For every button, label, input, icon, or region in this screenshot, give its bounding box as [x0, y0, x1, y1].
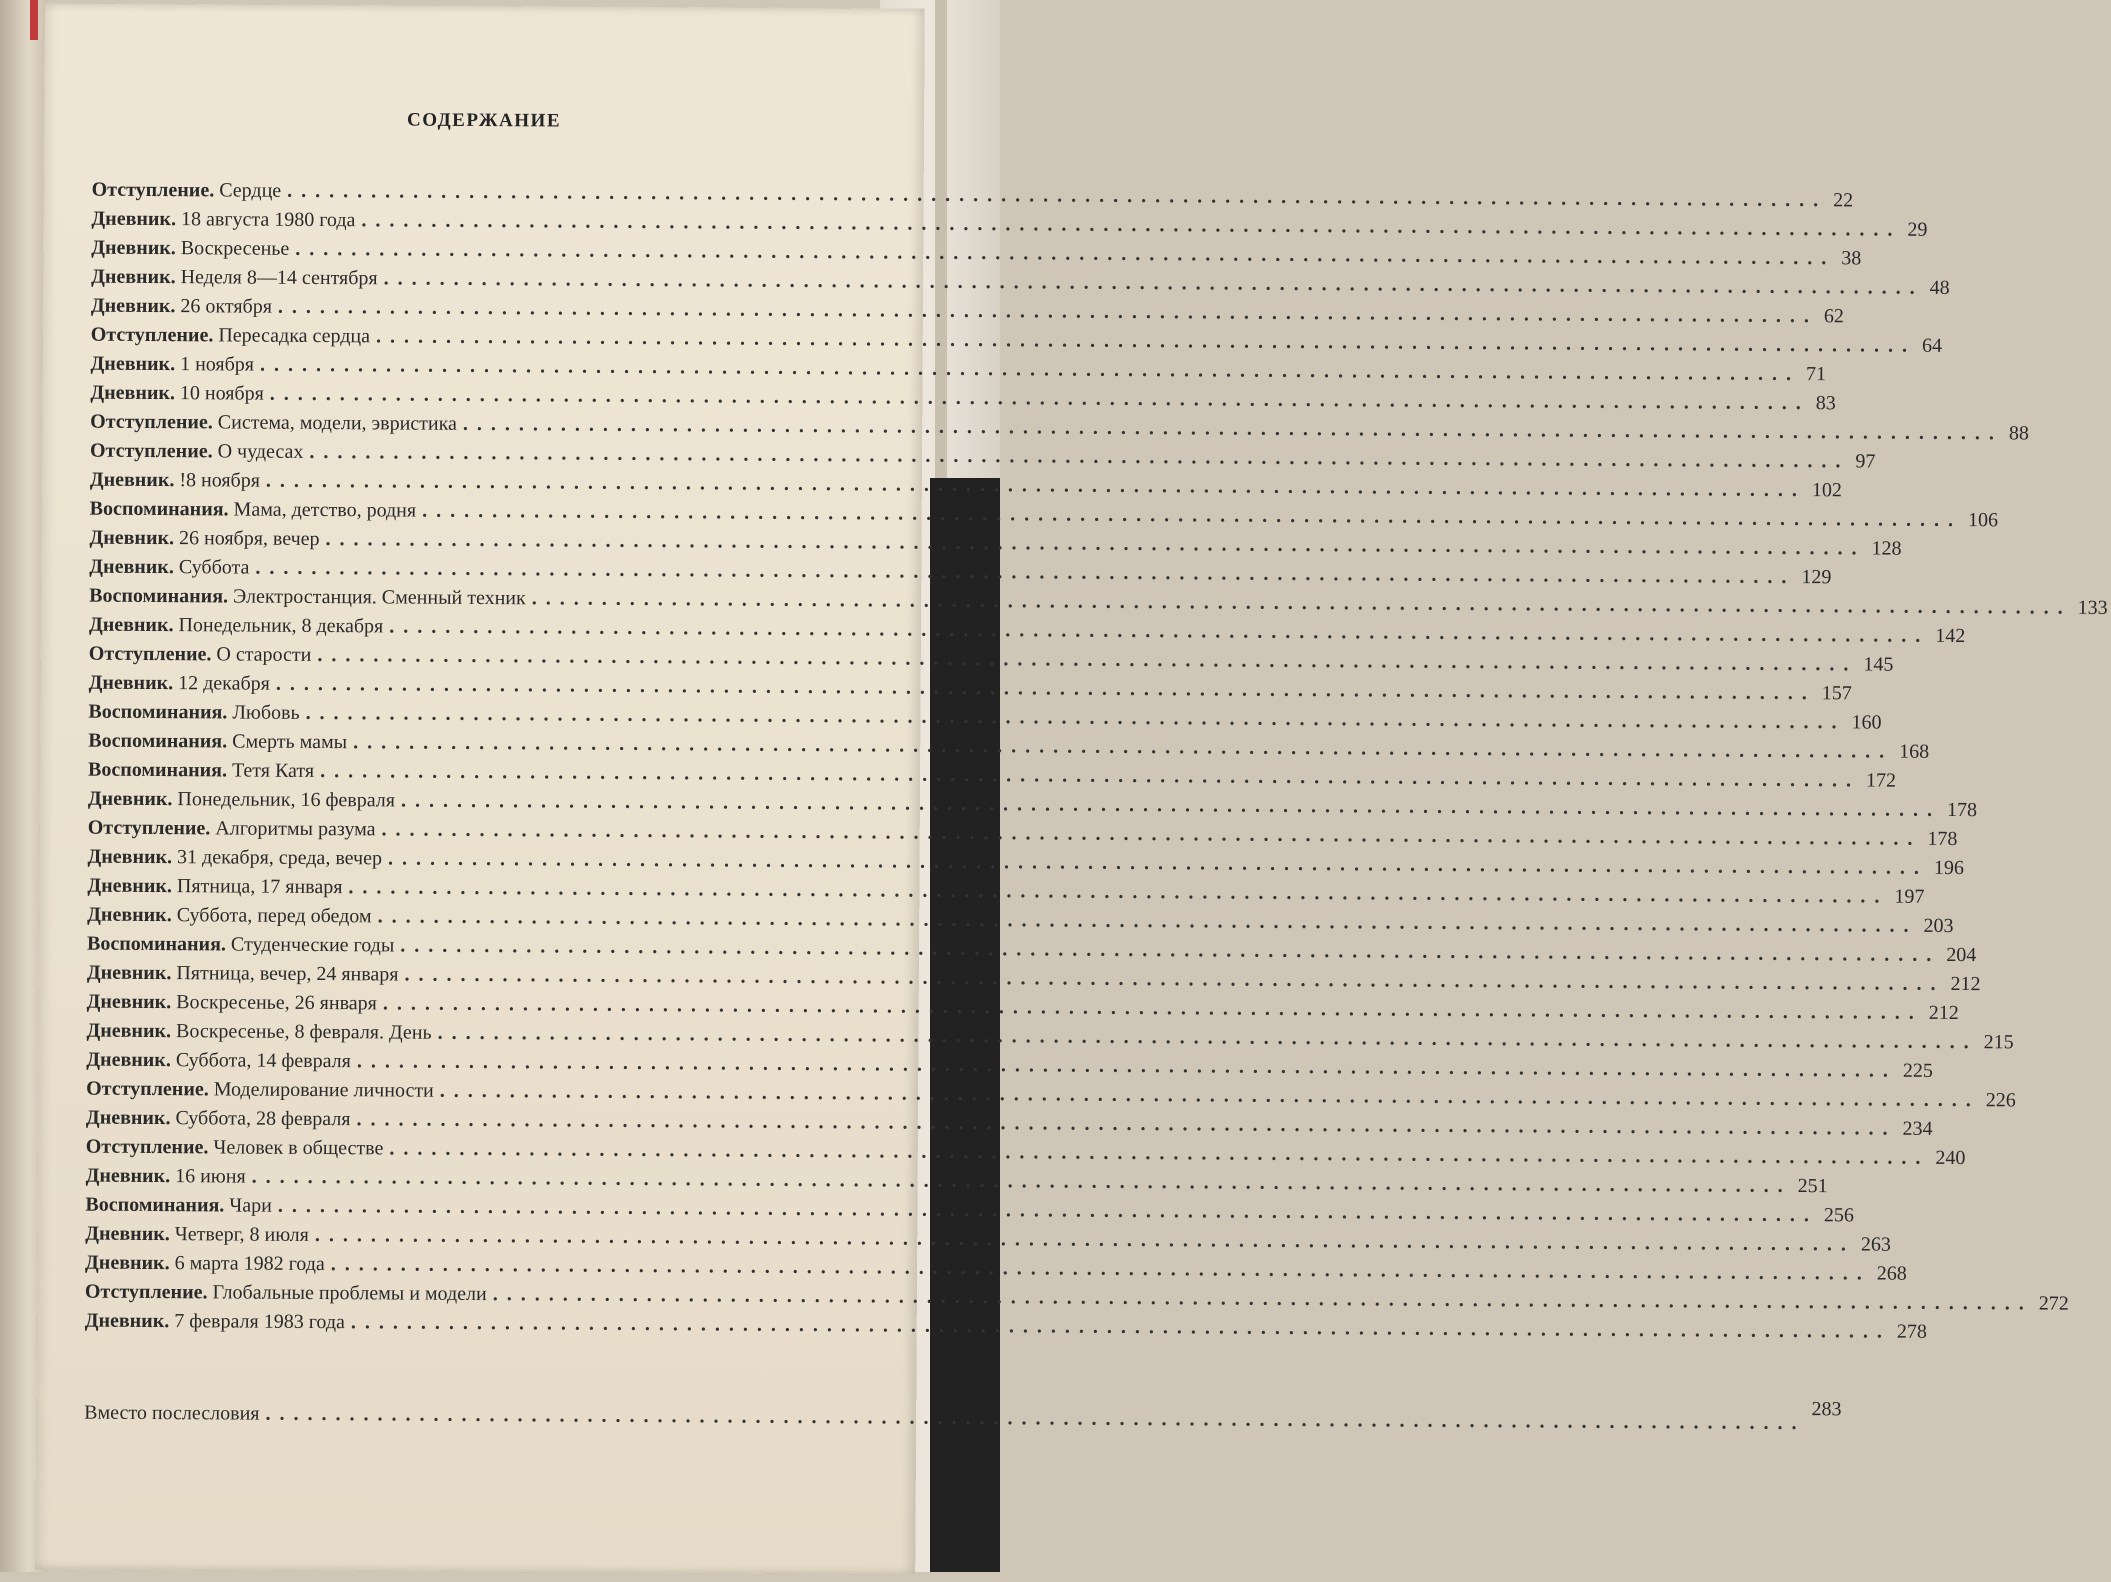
page-number: 88 — [2008, 422, 2029, 445]
entry-label — [85, 1220, 309, 1250]
entry-kind: Дневник. — [87, 845, 173, 869]
entry-label — [86, 1046, 351, 1077]
dot-leader: .............................................................................................................. — [531, 587, 2072, 619]
entry-label — [89, 553, 249, 583]
page-number: 160 — [1851, 711, 1882, 734]
entry-title: Суббота, 14 февраля — [175, 1049, 351, 1073]
entry-title: 1 ноября — [180, 353, 255, 376]
toc-entry — [86, 1075, 2016, 1112]
entry-label — [89, 524, 319, 554]
entry-kind: Дневник. — [86, 961, 172, 985]
entry-title: 7 февраля 1983 года — [174, 1310, 346, 1334]
entry-kind: Дневник. — [88, 613, 174, 637]
entry-label — [85, 1249, 325, 1279]
dot-leader: .............................................................................................................. — [437, 1021, 1978, 1054]
toc-entry — [87, 843, 1965, 880]
dot-leader: .............................................................................................................. — [295, 237, 1836, 270]
dot-leader: .............................................................................................................. — [255, 556, 1796, 589]
entry-kind: Дневник. — [87, 787, 173, 811]
page-number: 129 — [1801, 566, 1832, 589]
page-number: 268 — [1876, 1262, 1907, 1285]
entry-label — [86, 1017, 431, 1048]
dot-leader: .............................................................................................................. — [439, 1079, 1980, 1112]
entry-title: Система, модели, эвристика — [217, 411, 457, 435]
dot-leader: .............................................................................................................. — [251, 1165, 1792, 1198]
page-number: 256 — [1823, 1204, 1854, 1227]
entry-title: 26 ноября, вечер — [178, 527, 320, 551]
dot-leader: .............................................................................................................. — [348, 876, 1889, 908]
entry-kind: Дневник. — [91, 265, 176, 289]
page-number: 197 — [1894, 885, 1925, 908]
page-number: 97 — [1855, 450, 1876, 473]
entry-title: Любовь — [232, 701, 300, 724]
entry-label — [88, 698, 299, 728]
entry-title: Электростанция. Сменный техник — [232, 585, 526, 610]
entry-label — [91, 205, 355, 236]
page-number: 204 — [1946, 943, 1977, 967]
page-number: 38 — [1841, 247, 1862, 270]
dot-leader: .............................................................................................................. — [492, 1283, 2033, 1315]
page-number: 178 — [1946, 798, 1978, 822]
entry-title: Студенческие годы — [230, 933, 395, 957]
entry-label — [84, 1398, 260, 1429]
entry-title: Тетя Катя — [231, 759, 315, 782]
entry-title: Неделя 8—14 сентября — [180, 266, 378, 290]
entry-kind: Дневник. — [85, 1251, 170, 1275]
page-number: 102 — [1811, 479, 1842, 502]
entry-title: О чудесах — [217, 440, 304, 463]
dot-leader: .............................................................................................................. — [382, 992, 1923, 1024]
entry-title: Четверг, 8 июля — [174, 1223, 309, 1246]
entry-label — [86, 1075, 434, 1106]
toc-entry — [87, 872, 1925, 908]
entry-label — [88, 727, 347, 758]
entry-label — [90, 437, 304, 467]
entry-kind: Отступление. — [88, 642, 212, 666]
entry-kind: Дневник. — [87, 874, 172, 898]
entry-kind: Дневник. — [91, 207, 177, 231]
entry-kind: Дневник. — [89, 555, 174, 579]
entry-kind: Дневник. — [86, 990, 172, 1014]
entry-title: Суббота — [178, 556, 250, 579]
entry-title: Смерть мамы — [232, 730, 348, 754]
entry-kind: Отступление. — [86, 1077, 209, 1101]
entry-label — [85, 1278, 487, 1309]
toc-entry — [85, 1191, 1854, 1227]
dot-leader: .............................................................................................................. — [305, 701, 1846, 734]
entry-kind: Воспоминания. — [88, 729, 228, 753]
toc-entry — [86, 959, 1981, 996]
page-number: 212 — [1950, 972, 1981, 996]
entry-title: Моделирование личности — [213, 1078, 434, 1102]
entry-title: Чари — [229, 1194, 272, 1217]
dot-leader: .............................................................................................................. — [277, 295, 1819, 328]
toc-entry — [88, 611, 1966, 648]
entry-kind: Отступление. — [89, 439, 213, 463]
entry-title: !8 ноября — [179, 469, 261, 492]
entry-kind: Воспоминания. — [86, 932, 227, 956]
dot-leader: .............................................................................................................. — [383, 267, 1924, 299]
page-number: 128 — [1871, 537, 1902, 560]
entry-title: Воскресенье, 8 февраля. День — [175, 1020, 432, 1044]
entry-title: 26 октября — [180, 295, 273, 318]
entry-kind: Воспоминания. — [88, 758, 228, 782]
dot-leader: .............................................................................................................. — [350, 1311, 1891, 1343]
toc-entry — [90, 408, 2029, 445]
dot-leader: .............................................................................................................. — [277, 1194, 1818, 1227]
entry-title: 12 декабря — [178, 672, 270, 695]
book-page — [35, 3, 2108, 1574]
entry-label — [88, 756, 314, 786]
entry-label — [91, 234, 289, 264]
entry-label — [91, 263, 378, 294]
page-number: 178 — [1927, 827, 1958, 851]
entry-kind: Дневник. — [90, 381, 175, 405]
toc-entry — [91, 234, 1862, 270]
toc-entry — [89, 437, 1876, 473]
entry-label — [88, 785, 395, 816]
entry-label — [90, 466, 260, 496]
page-number: 203 — [1923, 914, 1954, 938]
entry-title: 18 августа 1980 года — [180, 208, 356, 232]
afterword-entry — [84, 1398, 1842, 1435]
toc-entry — [84, 1278, 2069, 1315]
toc-entry — [89, 524, 1902, 560]
toc-entry — [88, 756, 1897, 792]
entry-label — [89, 669, 270, 699]
entry-label — [87, 843, 382, 874]
page-title: СОДЕРЖАНИЕ — [407, 109, 562, 132]
entry-title: Человек в обществе — [213, 1136, 384, 1160]
entry-label — [89, 640, 312, 670]
toc-entry — [90, 321, 1943, 357]
toc-entry — [87, 785, 1978, 822]
page-number: 22 — [1833, 189, 1854, 212]
toc-entry — [88, 669, 1852, 705]
dot-leader: .............................................................................................................. — [259, 353, 1801, 386]
table-of-contents — [84, 176, 2108, 1343]
entry-title: Пятница, вечер, 24 января — [176, 962, 399, 986]
entry-kind: Дневник. — [90, 294, 176, 318]
page-number: 157 — [1821, 682, 1852, 705]
entry-title: 16 июня — [175, 1165, 246, 1188]
toc-entry — [86, 1046, 1933, 1082]
dot-leader: .............................................................................................................. — [404, 963, 1945, 995]
entry-title: Суббота, 28 февраля — [175, 1107, 351, 1131]
entry-title: Понедельник, 16 февраля — [177, 788, 396, 812]
red-bookmark-edge — [30, 0, 38, 40]
entry-kind: Воспоминания. — [89, 497, 229, 521]
page-number: 251 — [1797, 1175, 1828, 1198]
page-number: 272 — [2038, 1292, 2069, 1315]
entry-kind: Дневник. — [86, 1019, 172, 1043]
toc-entry — [89, 553, 1832, 589]
entry-label — [90, 379, 264, 409]
toc-entry — [88, 727, 1930, 763]
toc-entry — [88, 640, 1894, 676]
page-number: 64 — [1921, 334, 1943, 357]
dot-leader: .............................................................................................................. — [275, 672, 1816, 705]
entry-title: Алгоритмы разума — [215, 817, 376, 841]
dot-leader: .............................................................................................................. — [317, 644, 1858, 676]
entry-label — [89, 611, 383, 642]
toc-entry — [85, 1249, 1907, 1285]
dot-leader: .............................................................................................................. — [314, 1223, 1855, 1256]
entry-title: Мама, детство, родня — [233, 498, 417, 522]
entry-kind: Дневник. — [88, 671, 174, 695]
toc-entry — [87, 901, 1954, 938]
dot-leader: .............................................................................................................. — [325, 528, 1866, 560]
entry-kind: Отступление. — [91, 178, 215, 202]
entry-label — [86, 1104, 351, 1135]
toc-entry — [91, 263, 1950, 299]
page-number: 71 — [1805, 363, 1827, 386]
page-number: 62 — [1823, 305, 1845, 328]
page-number: 263 — [1860, 1233, 1891, 1256]
entry-kind: Отступление. — [87, 816, 211, 840]
toc-entry — [89, 466, 1842, 502]
entry-kind: Дневник. — [91, 236, 176, 260]
entry-label — [90, 495, 417, 526]
entry-kind: Дневник. — [86, 1048, 171, 1072]
dot-leader: .............................................................................................................. — [400, 934, 1941, 966]
toc-entry — [90, 292, 1845, 328]
toc-entry — [85, 1133, 1966, 1170]
page-number: 168 — [1899, 740, 1930, 763]
entry-title: Пятница, 17 января — [176, 875, 343, 899]
entry-title: О старости — [216, 643, 312, 666]
entry-title: Воскресенье, 26 января — [176, 991, 377, 1015]
entry-title: Сердце — [219, 179, 282, 202]
entry-kind: Отступление. — [85, 1135, 209, 1159]
page-number: 212 — [1928, 1001, 1959, 1025]
page-number: 48 — [1929, 276, 1950, 299]
entry-label — [87, 872, 342, 903]
page-number: 172 — [1866, 769, 1897, 792]
entry-label — [85, 1307, 345, 1338]
dot-leader: .............................................................................................................. — [330, 1253, 1871, 1285]
dot-leader: .............................................................................................................. — [361, 209, 1902, 241]
dot-leader: .............................................................................................................. — [387, 847, 1929, 879]
entry-kind: Воспоминания. — [89, 584, 229, 608]
entry-title: Понедельник, 8 декабря — [178, 614, 384, 638]
entry-kind: Отступление. — [84, 1280, 208, 1304]
dot-leader: .............................................................................................................. — [381, 818, 1922, 850]
page-number: 215 — [1983, 1031, 2014, 1054]
entry-title: Пересадка сердца — [218, 324, 371, 348]
entry-title: Воскресенье — [180, 237, 290, 260]
dot-leader: .............................................................................................................. — [353, 731, 1894, 763]
entry-kind: Дневник. — [90, 352, 176, 376]
entry-label — [85, 1191, 272, 1221]
page-number: 225 — [1902, 1059, 1933, 1082]
entry-title: 6 марта 1982 года — [174, 1252, 325, 1276]
dot-leader: .............................................................................................................. — [269, 382, 1810, 415]
entry-kind: Отступление. — [90, 410, 213, 434]
entry-label — [89, 582, 526, 614]
page-number: 145 — [1863, 653, 1894, 676]
entry-label — [86, 1133, 384, 1164]
toc-entry — [91, 205, 1928, 241]
dot-leader: .............................................................................................................. — [265, 1402, 1806, 1435]
dot-leader: .............................................................................................................. — [377, 905, 1918, 937]
toc-entry — [86, 1017, 2014, 1054]
entry-kind: Дневник. — [85, 1164, 171, 1188]
dot-leader: .............................................................................................................. — [356, 1108, 1897, 1140]
entry-label — [88, 814, 376, 845]
dot-leader: .............................................................................................................. — [389, 615, 1930, 647]
page-number: 142 — [1935, 624, 1966, 648]
toc-entry — [89, 495, 1999, 532]
entry-kind: Дневник. — [85, 1106, 171, 1130]
toc-entry — [89, 582, 2108, 619]
toc-entry — [86, 988, 1959, 1025]
entry-label — [92, 176, 282, 206]
dot-leader: .............................................................................................................. — [422, 499, 1963, 532]
entry-kind: Дневник. — [89, 468, 175, 492]
page-number: 226 — [1985, 1089, 2016, 1112]
entry-kind: Дневник. — [85, 1222, 170, 1246]
entry-label — [87, 930, 394, 961]
dot-leader: .............................................................................................................. — [320, 760, 1861, 792]
entry-label — [86, 1162, 246, 1192]
page-number: 133 — [2077, 596, 2108, 619]
toc-entry — [85, 1162, 1828, 1198]
page-number: 83 — [1815, 392, 1836, 415]
page-number: 106 — [1968, 509, 1999, 532]
dot-leader: .............................................................................................................. — [389, 1137, 1930, 1169]
entry-title: 10 ноября — [179, 382, 264, 405]
page-number: 240 — [1935, 1146, 1966, 1170]
entry-kind: Воспоминания. — [85, 1193, 225, 1217]
entry-kind: Дневник. — [87, 903, 172, 927]
toc-entry — [90, 350, 1827, 386]
page-number: 29 — [1907, 218, 1928, 241]
entry-label — [90, 408, 457, 439]
entry-title: 31 декабря, среда, вечер — [177, 846, 383, 870]
entry-label — [87, 988, 377, 1019]
dot-leader: .............................................................................................................. — [462, 412, 2003, 445]
entry-title: Суббота, перед обедом — [176, 904, 372, 928]
entry-kind: Дневник. — [84, 1309, 170, 1333]
toc-entry — [85, 1220, 1891, 1256]
entry-label — [91, 292, 272, 322]
entry-label — [87, 901, 372, 932]
entry-kind: Воспоминания. — [88, 700, 228, 724]
entry-label — [91, 321, 370, 352]
entry-title: Вместо послесловия — [84, 1401, 260, 1425]
dot-leader: .............................................................................................................. — [356, 1050, 1897, 1082]
dot-leader: .............................................................................................................. — [309, 440, 1850, 473]
toc-entry — [87, 814, 1958, 851]
entry-kind: Отступление. — [90, 323, 214, 347]
toc-entry — [84, 1307, 1927, 1343]
page-number: 278 — [1896, 1320, 1927, 1343]
toc-entry — [85, 1104, 1933, 1140]
toc-entry — [88, 698, 1882, 734]
page-number: 234 — [1902, 1117, 1933, 1140]
dot-leader: .............................................................................................................. — [400, 789, 1942, 821]
entry-kind: Дневник. — [89, 526, 175, 550]
dot-leader: .............................................................................................................. — [265, 469, 1806, 502]
entry-label — [87, 959, 399, 990]
page-number: 196 — [1933, 856, 1965, 880]
page-number: 283 — [1811, 1398, 1842, 1421]
toc-entry — [90, 379, 1836, 415]
toc-entry — [86, 930, 1977, 967]
entry-title: Глобальные проблемы и модели — [212, 1281, 487, 1306]
dot-leader: .............................................................................................................. — [375, 325, 1917, 357]
entry-label — [90, 350, 254, 380]
dot-leader: .............................................................................................................. — [287, 179, 1828, 212]
toc-entry — [91, 176, 1854, 212]
